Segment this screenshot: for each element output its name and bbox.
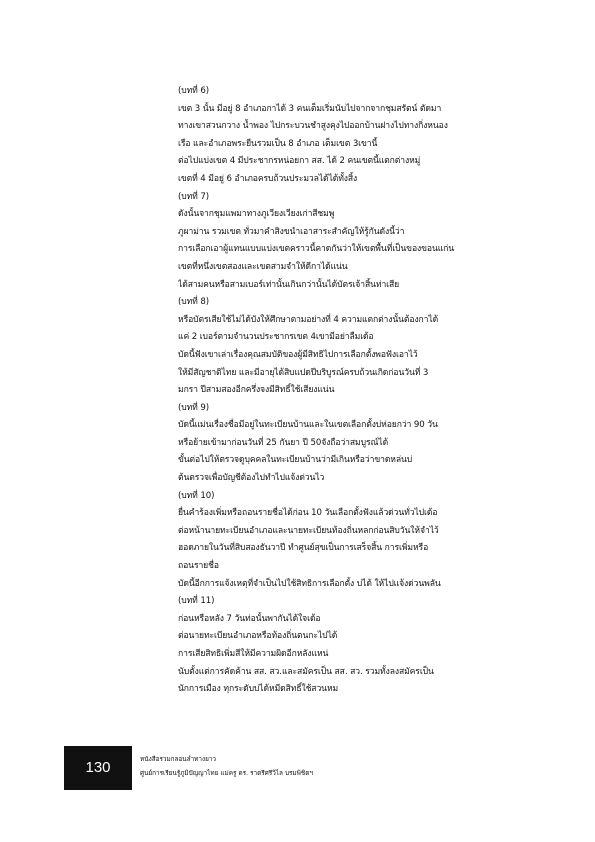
text-line: การเลือกเอาผู้แทนแบบแบ่งเขตคราวนี้คาดกันว่าให้เขตพื้นที่เป็นของขอนแก่น — [178, 244, 455, 255]
text-line: ดังนั้นจากชุมแพมาทางภูเวียงเวียงเก่าสีชมพู — [178, 209, 335, 220]
author-credit: ศูนย์การเรียนรู้ภูมิปัญญาไทย แม่ครู ดร. ราตรีศรีวิไล บรมพิชิตฯ — [140, 769, 313, 777]
text-line: ทางเขาสวนกวาง น้ำพอง ไปกระบวนชำสูงคุงไปออกบ้านฝางไปทางกิ่งหนอง — [178, 121, 448, 132]
text-line: ต่อไปแบ่งเขต 4 มีประชากรหน่อยกา สส. ได้ 2 คนเขตนี้แตกต่างหมู่ — [178, 156, 421, 167]
text-line: เขตที่ 4 มีอยู่ 6 อำเภอครบถ้วนประมวลได้ได้ทั้งสิ้ง — [178, 173, 358, 184]
text-line: นักการเมือง ทุกระดับบ่ได้หมีดสิทธิ์ใช้สวนหม — [178, 684, 339, 695]
text-line: นับตั้งแต่การคัดค้าน สส. สว.และสมัครเป็น สส. สว. รวมทั้งลงสมัครเป็น — [178, 666, 434, 677]
text-line: ให้มีสัญชาติไทย และมีอายุได้สิบแปดปีบริบูรณ์ครบถ้วนเกิดก่อนวันที่ 3 — [178, 367, 429, 378]
text-line: หรือบัตรเสียใช้ไม่ได้บังให้ศึกษาตามอย่างที่ 4 ความแตกต่างนั้นต้องกาได้ — [178, 314, 439, 325]
text-line: หรือย้ายเข้ามาก่อนวันที่ 25 กันยา ปี 50จังถือว่าสมบูรณ์ได้ — [178, 437, 389, 448]
text-line: (บทที่ 11) — [178, 596, 215, 607]
text-line: (บทที่ 7) — [178, 191, 209, 202]
text-line: ขั้นต่อไปให้ตรวจดูบุคคลในทะเบียนบ้านว่ามีเกินหรือว่าขาดหล่นบ่ — [178, 455, 413, 466]
text-line: (บทที่ 9) — [178, 402, 209, 413]
text-line: ต่อนายทะเบียนอำเภอหรือท้องถิ่นตนกะไปได้ — [178, 631, 338, 642]
text-line: เขตที่หนึ่งเขตสองและเขตสามจำให้ดีกาได้แน่น — [178, 261, 348, 272]
text-line: (บทที่ 10) — [178, 490, 215, 501]
text-line: ถอนรายชื่อ — [178, 561, 219, 572]
text-line: บัดนี้แม่นเรื่องชื่อมีอยู่ในทะเบียนบ้านและในเขตเลือกตั้งบ่ห่อยกว่า 90 วัน — [178, 420, 438, 431]
text-line: ได้สามคนหรือสามเบอร์เท่านั้นเกินกว่านั้นได้บัตรเจ้าสิ้นท่าเสีย — [178, 279, 400, 290]
text-line: ต้นตรวจเพื่อบัญชีต้องไปทำไปแจ้งด่วนไว — [178, 473, 325, 484]
page-footer — [0, 746, 595, 796]
text-line: แค่ 2 เบอร์ตามจำนวนประชากรเขต 4เขามีอย่าลืมเด้อ — [178, 332, 374, 343]
text-line: ภูผาม่าน รวมเขต ทั่วมาคำสิงขนำเอาสาระสำคัญให้รู้กันดังนี้ว่า — [178, 226, 405, 237]
text-line: ต่อหน้านายทะเบียนอำเภอและนายทะเบียนท้องถิ่นหลกก่อนสิบวันให้จำไว้ — [178, 525, 439, 536]
text-line: บัดนี้ฟังเขาเล่าเรื่องคุณสมบัติของผู้มีสิทธิไปการเลือกตั้งพอฟังเอาไว้ — [178, 349, 418, 360]
page-number: 130 — [64, 746, 132, 790]
text-line: มกรา ปีสามสองอีกครึ่งจงมีสิทธิ์ใช้เสียงแน่น — [178, 385, 335, 396]
text-line: (บทที่ 6) — [178, 86, 209, 96]
text-line: ยื่นคำร้องเพิ่มหรือถอนรายชื่อได้ก่อน 10 วันเลือกตั้งฟังแล้วด่วนทั่วไปเด้อ — [178, 508, 438, 519]
text-line: (บทที่ 8) — [178, 297, 209, 308]
text-line: ก่อนหรือหลัง 7 วันท่อนั้นพากันได้ใจเด้อ — [178, 613, 321, 624]
footer-credits — [140, 752, 440, 780]
text-line: เขต 3 นั้น มีอยู่ 8 อำเภอกาได้ 3 คนเต็มเริ่มนับไปจากจากชุมสรัตน์ ตัดมา — [178, 103, 442, 114]
text-line: ฮอดภายในวันที่สิบสองธันวาปี ทำศูนย์สุขเป็นการเสร็จสิ้น การเพิ่มหรือ — [178, 543, 429, 554]
book-title: หนังสือรวมกลอนลำทางยาว — [140, 755, 217, 763]
text-line: บัดนี้อีกการแจ้งเหตุที่จำเป็นไปใช้สิทธิการเลือกตั้ง บ่ได้ ให้ไปแจ้งด่วนพลัน — [178, 578, 441, 589]
poem-body — [178, 83, 528, 699]
text-line: การเสียสิทธิเพิ่มสีให้มีความผิดอีกหลังแหน่ — [178, 649, 329, 659]
text-line: เรือ และอำเภอพระยืนรวมเป็น 8 อำเภอ เต็มเขต 3เขานี้ — [178, 138, 378, 149]
